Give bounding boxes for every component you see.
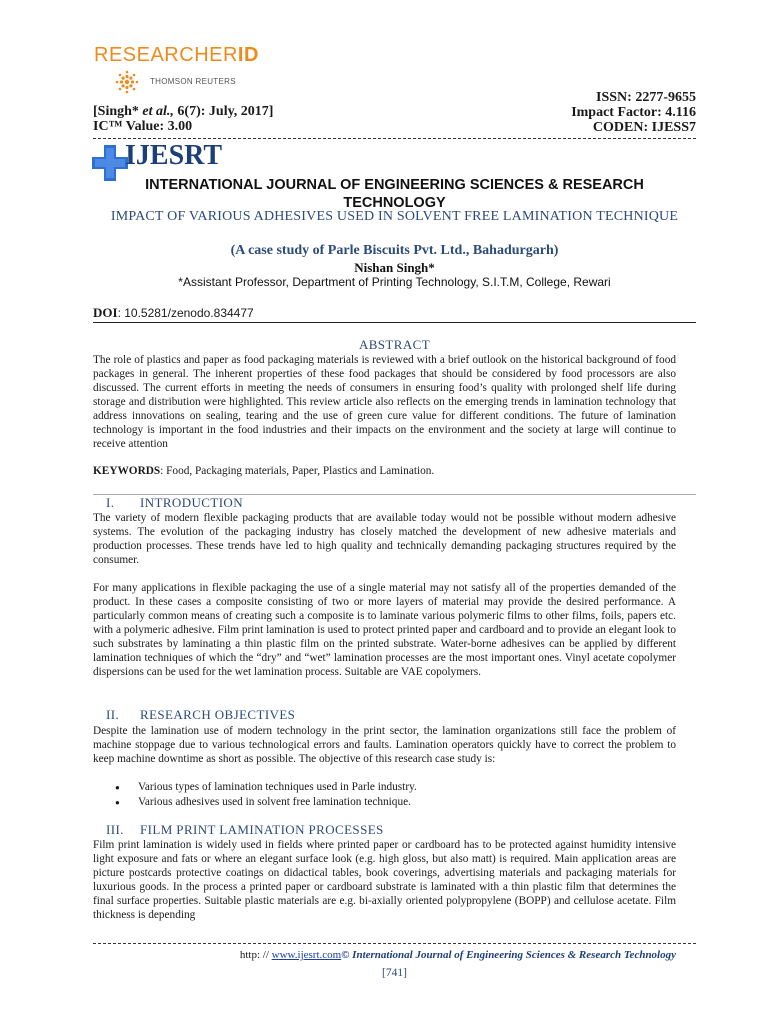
header-rule	[93, 138, 696, 139]
ic-value: IC™ Value: 3.00	[93, 119, 193, 134]
footer: http: // www.ijesrt.com© International Journal of Engineering Sciences & Research Technology	[239, 949, 676, 961]
footer-rule	[93, 943, 696, 944]
paper-title: IMPACT OF VARIOUS ADHESIVES USED IN SOLVENT FREE LAMINATION TECHNIQUE	[110, 209, 679, 224]
abstract-heading: ABSTRACT	[358, 337, 431, 352]
list-item: ● Various types of lamination techniques used in Parle industry.	[112, 780, 672, 795]
researcherid-logo: RESEARCHERID	[94, 44, 259, 66]
lamination-paragraph: Film print lamination is widely used in fields where printed paper or cardboard has to be protected against humidity intensive light exposure and fats or where an elegant surface look (e.g. high gloss, but also matt) is required. Main application areas are picture postcards protective coatings on didactical tables, book coverings, advertising materials and packaging materials for luxurious goods. In the process a printed paper or cardboard substrate is laminated with a thin plastic film that determines the final surface properties. Suitable plastic materials are e.g. bi-axially oriented polypropylene (BOPP) and cellulose acetate. Film thickness is depending	[93, 839, 676, 921]
intro-paragraph-1: The variety of modern flexible packaging products that are available today would not be possible without modern adhesive systems. The evolution of the packaging industry has closely matched the development of new adhesive materials and production processes. These trends have led to high quality and technically demanding packaging structures required by the consumer.	[93, 512, 676, 566]
list-item: ● Various adhesives used in solvent free lamination technique.	[112, 795, 672, 810]
issn: ISSN: 2277-9655	[596, 90, 696, 105]
section-rule	[93, 494, 696, 495]
objectives-list	[112, 780, 672, 810]
author: Nishan Singh*	[354, 260, 435, 275]
ijesrt-wordmark: IJESRT	[125, 140, 223, 171]
section-heading-introduction: I. INTRODUCTION	[106, 495, 244, 510]
website-link[interactable]: www.ijesrt.com	[271, 949, 342, 961]
citation: [Singh* et al., 6(7): July, 2017]	[93, 104, 274, 119]
paper-subtitle: (A case study of Parle Biscuits Pvt. Ltd., Bahadurgarh)	[230, 243, 559, 258]
doi: DOI: 10.5281/zenodo.834477	[93, 305, 254, 320]
section-heading-film-print-lamination: III. FILM PRINT LAMINATION PROCESSES	[106, 822, 384, 837]
keywords: KEYWORDS: Food, Packaging materials, Paper, Plastics and Lamination.	[93, 465, 435, 477]
coden: CODEN: IJESS7	[592, 120, 696, 135]
doi-rule	[93, 322, 696, 323]
impact-factor: Impact Factor: 4.116	[571, 105, 696, 120]
thomson-reuters-label: THOMSON REUTERS	[150, 77, 236, 86]
journal-title: INTERNATIONAL JOURNAL OF ENGINEERING SCIENCES & RESEARCH TECHNOLOGY	[145, 177, 644, 211]
page-number: [741]	[382, 967, 407, 979]
abstract-text: The role of plastics and paper as food packaging materials is reviewed with a brief outlook on the historical background of food packages in general. The inherent properties of these food packages that should be considered by food processors are also discussed. The current efforts in meeting the needs of consumers in ensuring food’s quality with prolonged shelf life during storage and distribution were highlighted. This review article also reflects on the emerging trends in lamination technology that address innovations on sealing, tearing and the use of green cure value for different conditions. The future of lamination technology is important in the food industries and their impacts on the environment and the society at large will continue to receive attention	[93, 354, 676, 450]
section-heading-research-objectives: II. RESEARCH OBJECTIVES	[106, 707, 296, 722]
objectives-paragraph: Despite the lamination use of modern technology in the print sector, the lamination organizations still face the problem of machine stoppage due to various technological errors and faults. Lamination operators quickly have to correct the problem to keep machine downtime as short as possible. The objective of this research case study is:	[93, 725, 676, 765]
affiliation: *Assistant Professor, Department of Printing Technology, S.I.T.M, College, Rewari	[178, 275, 611, 289]
intro-paragraph-2: For many applications in flexible packaging the use of a single material may not satisfy all of the properties demanded of the product. In these cases a composite consisting of two or more layers of material may provide the desired performance. A particularly common means of creating such a composite is to laminate various polymeric films to other films, foils, papers etc. with a polymeric adhesive. Film print lamination is used to protect printed paper and cardboard and to provide an elegant look to such substrates by laminating a thin plastic film on the printed substrate. Water-borne adhesives can be applied by different lamination techniques of which the “dry” and “wet” lamination processes are the most important ones. Vinyl acetate copolymer dispersions can be used for the wet lamination process. Suitable are VAE copolymers.	[93, 582, 676, 678]
